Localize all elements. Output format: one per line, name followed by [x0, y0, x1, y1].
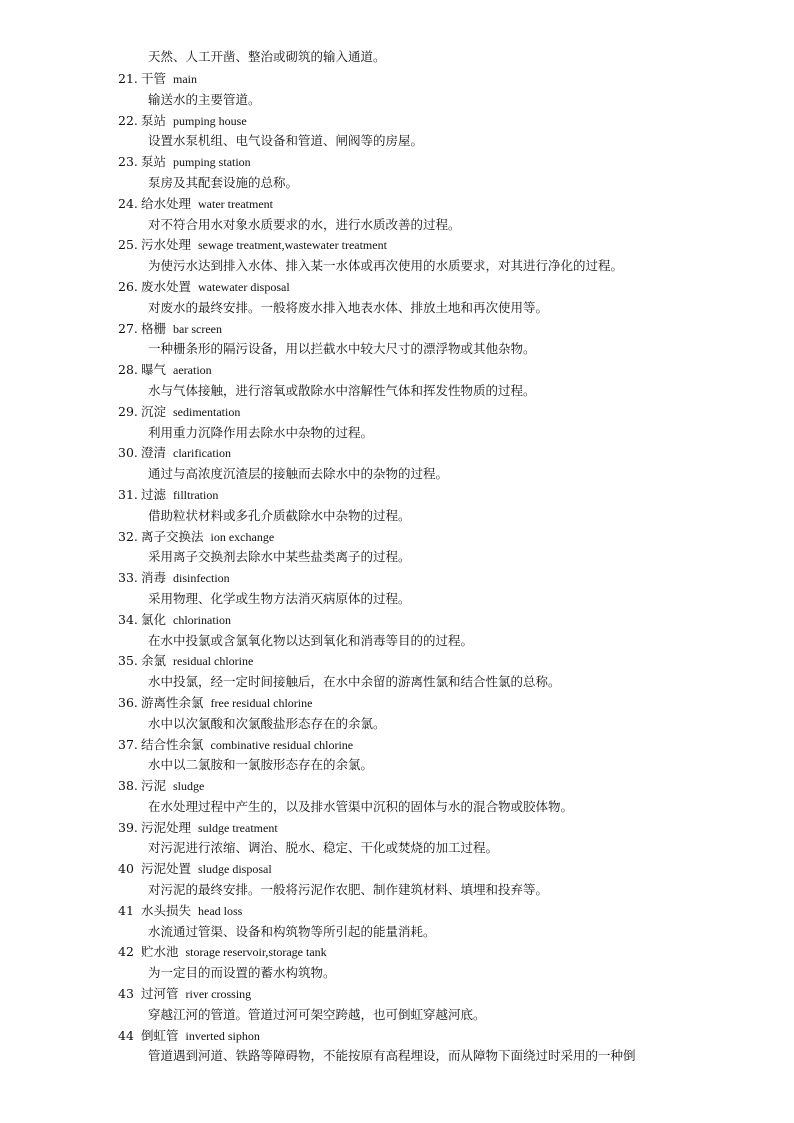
- entry-term-line: [118, 443, 778, 464]
- entry-chinese-term: 倒虹管: [141, 1027, 179, 1043]
- entry-english-term: head loss: [198, 903, 243, 918]
- entry-term-line: [118, 69, 778, 90]
- entry-definition: 对不符合用水对象水质要求的水，进行水质改善的过程。: [148, 216, 461, 232]
- entry-number: 23.: [118, 154, 138, 170]
- entry-definition: 水流通过管渠、设备和构筑物等所引起的能量消耗。: [148, 923, 436, 939]
- glossary-entry: [118, 319, 778, 361]
- entry-number: 21.: [118, 71, 138, 86]
- entry-term-line: [118, 818, 778, 839]
- entry-term-line: [118, 1026, 778, 1047]
- entry-number: 27.: [118, 320, 138, 336]
- entry-number: 40: [118, 861, 134, 877]
- entry-english-term: chlorination: [173, 612, 231, 627]
- entry-definition: 采用离子交换剂去除水中某些盐类离子的过程。: [148, 549, 411, 565]
- entry-number: 43: [118, 986, 134, 1002]
- entry-english-term: combinative residual chlorine: [210, 737, 354, 752]
- entry-definition: 输送水的主要管道。: [148, 91, 261, 107]
- entry-number: 39.: [118, 819, 138, 835]
- glossary-entry: [118, 152, 778, 194]
- entry-number: 26.: [118, 278, 138, 294]
- entry-english-term: main: [173, 72, 198, 86]
- entry-chinese-term: 污泥处置: [141, 861, 192, 877]
- glossary-entry: [118, 651, 778, 693]
- entry-definition: 对污泥进行浓缩、调治、脱水、稳定、干化或焚烧的加工过程。: [148, 840, 499, 856]
- entry-english-term: inverted siphon: [185, 1028, 260, 1043]
- entry-chinese-term: 离子交换法: [141, 528, 204, 544]
- entry-chinese-term: 污水处理: [141, 237, 192, 253]
- entry-english-term: watewater disposal: [198, 279, 290, 294]
- entry-term-line: [118, 735, 778, 756]
- glossary-entry: [118, 942, 778, 984]
- entry-term-line: [118, 402, 778, 423]
- entry-chinese-term: 游离性余氯: [141, 694, 204, 710]
- entry-term-line: [118, 693, 778, 714]
- entry-chinese-term: 氯化: [141, 611, 167, 627]
- entry-definition: 借助粒状材料或多孔介质截除水中杂物的过程。: [148, 507, 411, 523]
- entry-term-line: [118, 776, 778, 797]
- entry-term-line: [118, 152, 778, 173]
- glossary-entry: [118, 818, 778, 860]
- entry-term-line: [118, 485, 778, 506]
- entry-definition: 为使污水达到排入水体、排入某一水体或再次使用的水质要求，对其进行净化的过程。: [148, 258, 624, 274]
- entry-definition: 泵房及其配套设施的总称。: [148, 174, 299, 190]
- entry-chinese-term: 消毒: [141, 570, 167, 586]
- entry-chinese-term: 泵站: [141, 154, 167, 170]
- entry-english-term: clarification: [173, 446, 231, 461]
- entry-definition: 设置水泵机组、电气设备和管道、闸阀等的房屋。: [148, 133, 424, 149]
- entry-number: 36.: [118, 694, 138, 710]
- entry-english-term: residual chlorine: [173, 654, 254, 669]
- entry-term-line: [118, 527, 778, 548]
- entry-term-line: [118, 235, 778, 256]
- entry-definition: 通过与高浓度沉渣层的接触而去除水中的杂物的过程。: [148, 466, 449, 482]
- entry-chinese-term: 过河管: [141, 986, 179, 1002]
- entry-definition: 为一定目的而设置的蓄水构筑物。: [148, 965, 336, 981]
- entry-term-line: [118, 901, 778, 922]
- entry-chinese-term: 曝气: [141, 362, 167, 378]
- entry-english-term: river crossing: [185, 987, 252, 1002]
- entry-english-term: sedimentation: [173, 404, 241, 419]
- entry-chinese-term: 干管: [141, 71, 167, 86]
- entry-english-term: sludge disposal: [198, 862, 272, 877]
- entry-number: 34.: [118, 611, 138, 627]
- entry-definition: 穿越江河的管道。管道过河可架空跨越，也可倒虹穿越河底。: [148, 1006, 486, 1022]
- entry-term-line: [118, 319, 778, 340]
- entry-term-line: [118, 651, 778, 672]
- entry-number: 41: [118, 902, 134, 918]
- entry-definition: 水中以二氯胺和一氯胺形态存在的余氯。: [148, 757, 374, 773]
- entry-english-term: water treatment: [198, 196, 273, 211]
- entry-number: 28.: [118, 362, 138, 378]
- entry-english-term: ion exchange: [210, 529, 275, 544]
- entry-chinese-term: 废水处置: [141, 278, 192, 294]
- entry-definition: 水中以次氯酸和次氯酸盐形态存在的余氯。: [148, 715, 386, 731]
- entry-chinese-term: 沉淀: [141, 403, 167, 419]
- entry-chinese-term: 结合性余氯: [141, 736, 204, 752]
- entry-chinese-term: 余氯: [141, 653, 167, 669]
- entry-definition: 利用重力沉降作用去除水中杂物的过程。: [148, 424, 374, 440]
- glossary-entry: [118, 901, 778, 943]
- entry-chinese-term: 过滤: [141, 486, 167, 502]
- entry-english-term: bar screen: [173, 321, 222, 336]
- entry-chinese-term: 泵站: [141, 112, 167, 128]
- glossary-entry: [118, 568, 778, 610]
- entry-english-term: storage reservoir,storage tank: [185, 945, 327, 960]
- entry-term-line: [118, 568, 778, 589]
- glossary-entry: [118, 610, 778, 652]
- glossary-entry: [118, 235, 778, 277]
- entry-number: 32.: [118, 528, 138, 544]
- entry-definition: 采用物理、化学或生物方法消灭病原体的过程。: [148, 590, 411, 606]
- entry-chinese-term: 格栅: [141, 320, 167, 336]
- entry-definition: 对污泥的最终安排。一般将污泥作农肥、制作建筑材料、填埋和投弃等。: [148, 882, 549, 898]
- entry-number: 22.: [118, 112, 138, 128]
- glossary-entry: [118, 693, 778, 735]
- entry-english-term: pumping house: [173, 113, 247, 128]
- entry-chinese-term: 澄清: [141, 445, 167, 461]
- glossary-entry: [118, 1026, 778, 1068]
- entry-english-term: sewage treatment,wastewater treatment: [198, 238, 387, 253]
- entry-number: 29.: [118, 403, 138, 419]
- glossary-entry: [118, 402, 778, 444]
- entry-english-term: pumping station: [173, 155, 251, 170]
- entry-chinese-term: 贮水池: [141, 944, 179, 960]
- entry-definition: 管道遇到河道、铁路等障碍物，不能按原有高程埋设，而从障物下面绕过时采用的一种倒: [148, 1048, 636, 1064]
- glossary-entry: [118, 111, 778, 153]
- entry-number: 37.: [118, 736, 138, 752]
- glossary-entry: [118, 69, 778, 111]
- entry-term-line: [118, 984, 778, 1005]
- glossary-entry: [118, 360, 778, 402]
- entry-number: 24.: [118, 195, 138, 211]
- entry-number: 44: [118, 1027, 134, 1043]
- glossary-entry: [118, 776, 778, 818]
- glossary-entry: [118, 194, 778, 236]
- entry-number: 42: [118, 944, 134, 960]
- entry-chinese-term: 污泥: [141, 778, 167, 794]
- entry-term-line: [118, 859, 778, 880]
- glossary-entry: [118, 485, 778, 527]
- entry-number: 33.: [118, 570, 138, 586]
- entry-number: 31.: [118, 486, 138, 502]
- entry-definition: 对废水的最终安排。一般将废水排入地表水体、排放土地和再次使用等。: [148, 299, 549, 315]
- glossary-entry: [118, 277, 778, 319]
- entry-term-line: [118, 277, 778, 298]
- entry-term-line: [118, 610, 778, 631]
- entry-number: 30.: [118, 445, 138, 461]
- entry-term-line: [118, 942, 778, 963]
- entry-english-term: disinfection: [173, 571, 230, 586]
- entry-definition: 一种栅条形的隔污设备，用以拦截水中较大尺寸的漂浮物或其他杂物。: [148, 341, 536, 357]
- entry-term-line: [118, 194, 778, 215]
- entry-definition: 水中投氯，经一定时间接触后，在水中余留的游离性氯和结合性氯的总称。: [148, 674, 561, 690]
- entry-term-line: [118, 111, 778, 132]
- entry-definition: 在水处理过程中产生的，以及排水管渠中沉积的固体与水的混合物或胶体物。: [148, 798, 574, 814]
- continued-definition-line: 天然、人工开凿、整治或砌筑的输入通道。: [148, 49, 386, 64]
- entry-english-term: filltration: [173, 487, 219, 502]
- glossary-entry: [118, 859, 778, 901]
- entry-english-term: sludge: [173, 779, 205, 794]
- entry-chinese-term: 水头损失: [141, 902, 192, 918]
- entry-number: 25.: [118, 237, 138, 253]
- entry-chinese-term: 污泥处理: [141, 819, 192, 835]
- entry-term-line: [118, 360, 778, 381]
- entry-english-term: suldge treatment: [198, 820, 278, 835]
- entry-definition: 水与气体接触，进行溶氧或散除水中溶解性气体和挥发性物质的过程。: [148, 382, 536, 398]
- entry-english-term: aeration: [173, 363, 212, 378]
- entry-english-term: free residual chlorine: [210, 695, 313, 710]
- glossary-entry: [118, 735, 778, 777]
- entry-number: 35.: [118, 653, 138, 669]
- glossary-entry: [118, 443, 778, 485]
- entry-definition: 在水中投氯或含氯氧化物以达到氧化和消毒等目的的过程。: [148, 632, 474, 648]
- glossary-entry: [118, 984, 778, 1026]
- entry-number: 38.: [118, 778, 138, 794]
- entry-chinese-term: 给水处理: [141, 195, 192, 211]
- glossary-entry: [118, 527, 778, 569]
- glossary-entry-list: [118, 69, 778, 1067]
